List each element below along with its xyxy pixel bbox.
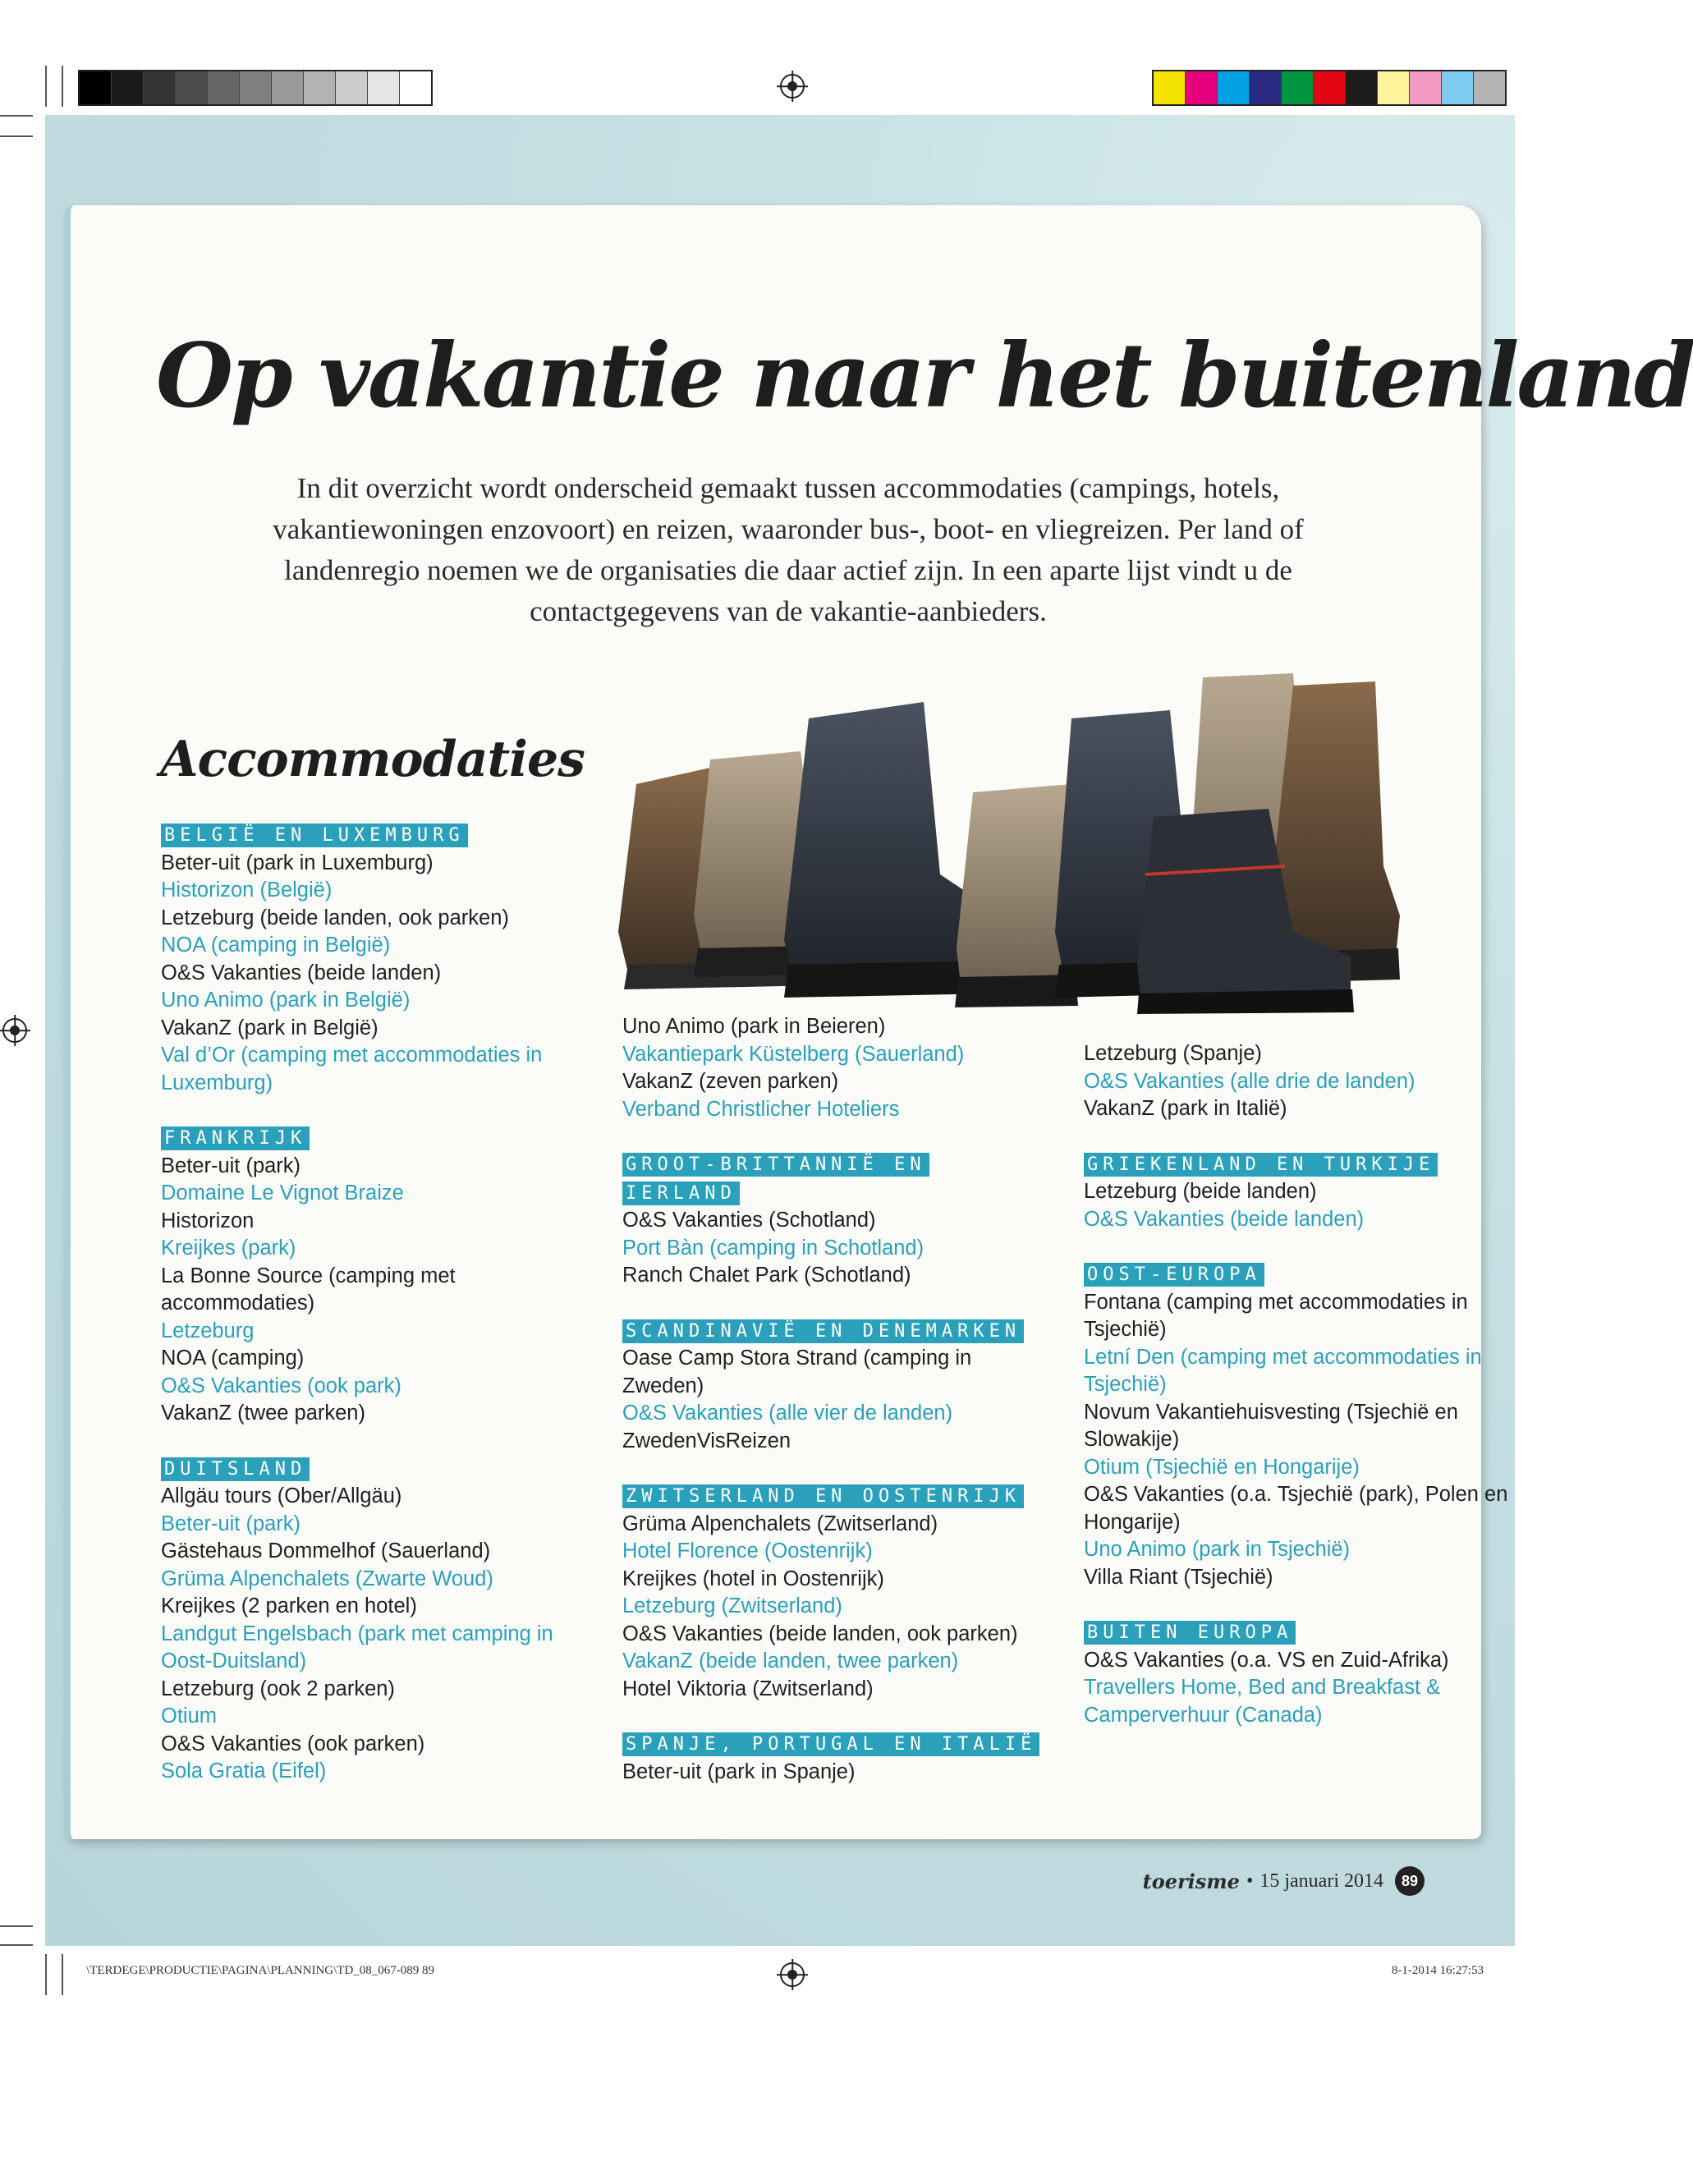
accommodation-item: La Bonne Source (camping met accommodaties): [161, 1264, 456, 1315]
accommodation-item: Letzeburg (ook 2 parken): [161, 1677, 395, 1700]
crop-mark: [0, 1925, 33, 1927]
accommodation-item: Uno Animo (park in Beieren): [622, 1015, 886, 1038]
calibration-swatch: [272, 71, 304, 104]
intro-paragraph: In dit overzicht wordt onderscheid gemaakt tussen accommodaties (campings, hotels, vakantiewoningen enzovoort) en reizen, waaronder bus-, boot- en vliegreizen. Per land of landenregio noemen we de organisaties die daar actief zijn. In een aparte lijst vindt u de contactgegevens van de vakantie-aanbieders.: [273, 472, 1304, 627]
region-heading: GRIEKENLAND EN TURKIJE: [1084, 1153, 1438, 1177]
accommodation-item: Villa Riant (Tsjechië): [1084, 1565, 1273, 1589]
region-heading: ZWITSERLAND EN OOSTENRIJK: [622, 1484, 1024, 1508]
calibration-swatch: [144, 71, 176, 104]
accommodation-item: Letzeburg (beide landen, ook parken): [161, 906, 509, 929]
page-footer: [1143, 1866, 1425, 1896]
crop-mark: [0, 115, 33, 117]
region-heading: SCANDINAVIË EN DENEMARKEN: [622, 1319, 1024, 1343]
column-3: [1084, 1040, 1511, 1756]
region-block: [622, 1013, 1049, 1123]
accommodation-item: Landgut Engelsbach (park met camping in Oost-Duitsland): [161, 1622, 553, 1672]
accommodation-item: Travellers Home, Bed and Breakfast & Camperverhuur (Canada): [1084, 1676, 1441, 1727]
calibration-swatch: [1378, 71, 1410, 104]
page-number: 89: [1395, 1866, 1425, 1896]
calibration-swatch: [80, 71, 112, 104]
calibration-swatch: [1346, 71, 1378, 104]
region-block: [1084, 1040, 1511, 1123]
accommodation-item: Letzeburg (beide landen): [1084, 1180, 1317, 1203]
accommodation-item: Vakantiepark Küstelberg (Sauerland): [622, 1042, 965, 1066]
accommodation-item: O&S Vakanties (Schotland): [622, 1209, 876, 1232]
region-block: [622, 1730, 1049, 1786]
accommodation-item: Allgäu tours (Ober/Allgäu): [161, 1484, 402, 1507]
accommodation-item: Historizon: [161, 1209, 255, 1232]
calibration-swatch: [1186, 71, 1218, 104]
accommodation-item: Kreijkes (park): [161, 1237, 296, 1259]
crop-mark: [0, 135, 33, 137]
region-block: [622, 1150, 1049, 1290]
crop-mark: [0, 1944, 33, 1946]
footer-brand: toerisme: [1142, 1869, 1240, 1893]
accommodation-item: VakanZ (beide landen, twee parken): [622, 1649, 959, 1672]
calibration-swatch: [240, 71, 272, 104]
calibration-swatch: [208, 71, 240, 104]
calibration-swatch: [1282, 71, 1314, 104]
calibration-swatch: [400, 71, 431, 104]
column-2: [622, 1013, 1049, 1813]
accommodation-item: O&S Vakanties (alle drie de landen): [1084, 1069, 1415, 1093]
region-block: [161, 821, 588, 1097]
calibration-swatch: [112, 71, 144, 104]
region-heading: OOST-EUROPA: [1084, 1263, 1264, 1287]
calibration-swatch: [1218, 71, 1250, 104]
calibration-swatch: [304, 71, 336, 104]
accommodation-item: Hotel Florence (Oostenrijk): [622, 1539, 873, 1562]
region-heading: BUITEN EUROPA: [1084, 1621, 1296, 1645]
region-heading: DUITSLAND: [161, 1457, 310, 1481]
region-block: [161, 1455, 588, 1786]
accommodation-item: Hotel Viktoria (Zwitserland): [622, 1677, 874, 1700]
accommodation-item: Beter-uit (park): [161, 1512, 301, 1535]
accommodation-item: O&S Vakanties (beide landen): [1084, 1207, 1365, 1231]
accommodation-item: Beter-uit (park in Luxemburg): [161, 851, 434, 874]
region-heading: BELGIË EN LUXEMBURG: [161, 824, 468, 847]
accommodation-item: Gästehaus Dommelhof (Sauerland): [161, 1539, 491, 1562]
accommodation-item: Beter-uit (park): [161, 1154, 301, 1177]
crop-mark: [45, 66, 47, 107]
region-block: [1084, 1618, 1511, 1729]
accommodation-item: Ranch Chalet Park (Schotland): [622, 1264, 911, 1287]
calibration-swatch: [336, 71, 368, 104]
calibration-swatch: [176, 71, 208, 104]
accommodation-item: Uno Animo (park in België): [161, 989, 411, 1012]
calibration-swatch: [368, 71, 400, 104]
section-title: Accommodaties: [160, 731, 585, 788]
accommodation-item: Kreijkes (2 parken en hotel): [161, 1594, 417, 1617]
calibration-swatch: [1154, 71, 1186, 104]
accommodation-item: Domaine Le Vignot Braize: [161, 1181, 404, 1204]
registration-mark-icon: [2, 1018, 27, 1043]
region-block: [161, 1124, 588, 1428]
accommodation-item: O&S Vakanties (ook parken): [161, 1732, 425, 1755]
accommodation-item: VakanZ (zeven parken): [622, 1070, 839, 1093]
column-1: [161, 821, 588, 1813]
accommodation-item: Port Bàn (camping in Schotland): [622, 1236, 924, 1259]
page-title: Op vakantie naar het buitenland: [156, 324, 1693, 428]
accommodation-item: Otium: [161, 1705, 218, 1727]
accommodation-item: Val d’Or (camping met accommodaties in Luxemburg): [161, 1044, 543, 1094]
accommodation-item: NOA (camping): [161, 1347, 305, 1370]
accommodation-item: O&S Vakanties (beide landen): [161, 961, 442, 984]
accommodation-item: Novum Vakantiehuisvesting (Tsjechië en Slowakije): [1084, 1400, 1458, 1451]
accommodation-item: O&S Vakanties (alle vier de landen): [622, 1402, 953, 1425]
footer-bullet: •: [1246, 1870, 1254, 1892]
accommodation-item: Grüma Alpenchalets (Zwarte Woud): [161, 1567, 493, 1590]
accommodation-item: NOA (camping in België): [161, 934, 391, 957]
accommodation-item: Letní Den (camping met accommodaties in Tsjechië): [1084, 1345, 1482, 1396]
region-block: [622, 1482, 1049, 1703]
calibration-swatch: [1442, 71, 1474, 104]
crop-mark: [62, 66, 63, 107]
calibration-swatch: [1410, 71, 1442, 104]
accommodation-item: ZwedenVisReizen: [622, 1429, 791, 1452]
color-calibration-bar: [1152, 70, 1507, 106]
accommodation-item: Letzeburg (Zwitserland): [622, 1594, 842, 1617]
region-heading: SPANJE, PORTUGAL EN ITALIË: [622, 1732, 1039, 1756]
slug-path: \TERDEGE\PRODUCTIE\PAGINA\PLANNING\TD_08_067-089 89: [86, 1964, 435, 1977]
accommodation-item: O&S Vakanties (o.a. VS en Zuid-Afrika): [1084, 1648, 1449, 1672]
accommodation-item: Uno Animo (park in Tsjechië): [1084, 1538, 1351, 1561]
region-block: [1084, 1150, 1511, 1234]
accommodation-item: Historizon (België): [161, 879, 333, 902]
calibration-swatch: [1474, 71, 1505, 104]
accommodation-item: Oase Camp Stora Strand (camping in Zweden): [622, 1347, 972, 1397]
accommodation-item: VakanZ (park in België): [161, 1016, 379, 1039]
region-heading: FRANKRIJK: [161, 1126, 310, 1150]
registration-mark-icon: [780, 1962, 805, 1987]
region-block: [1084, 1260, 1511, 1591]
region-block: [622, 1317, 1049, 1456]
footer-date: 15 januari 2014: [1259, 1870, 1383, 1892]
accommodation-item: Kreijkes (hotel in Oostenrijk): [622, 1567, 884, 1590]
accommodation-item: Letzeburg: [161, 1319, 255, 1342]
accommodation-item: O&S Vakanties (beide landen, ook parken): [622, 1622, 1018, 1645]
accommodation-item: Letzeburg (Spanje): [1084, 1042, 1262, 1065]
accommodation-item: Sola Gratia (Eifel): [161, 1760, 327, 1783]
hiking-boots-photo: [612, 669, 1404, 1014]
calibration-swatch: [1314, 71, 1346, 104]
accommodation-item: Verband Christlicher Hoteliers: [622, 1097, 900, 1121]
accommodation-item: O&S Vakanties (ook park): [161, 1374, 401, 1397]
accommodation-item: Beter-uit (park in Spanje): [622, 1760, 856, 1783]
registration-mark-icon: [780, 74, 805, 99]
accommodation-item: Fontana (camping met accommodaties in Tsjechië): [1084, 1290, 1468, 1341]
accommodation-item: Otium (Tsjechië en Hongarije): [1084, 1455, 1360, 1479]
accommodation-item: Grüma Alpenchalets (Zwitserland): [622, 1512, 938, 1535]
calibration-swatch: [1250, 71, 1282, 104]
slug-timestamp: 8-1-2014 16:27:53: [1391, 1964, 1484, 1977]
accommodation-item: VakanZ (park in Italië): [1084, 1097, 1287, 1120]
crop-mark: [62, 1954, 63, 1995]
accommodation-item: VakanZ (twee parken): [161, 1402, 365, 1425]
accommodation-item: O&S Vakanties (o.a. Tsjechië (park), Polen en Hongarije): [1084, 1483, 1508, 1534]
gray-calibration-bar: [78, 70, 433, 106]
region-heading: GROOT-BRITTANNIË EN IERLAND: [622, 1153, 929, 1205]
crop-mark: [45, 1954, 47, 1995]
